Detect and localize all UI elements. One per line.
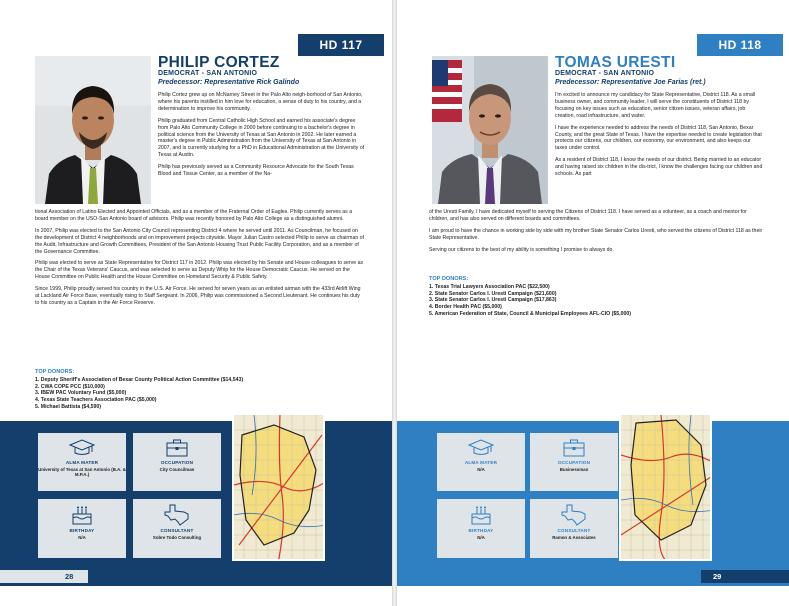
card-label: ALMA MATER	[65, 460, 99, 465]
card-value: N/A	[477, 466, 485, 472]
candidate-photo	[35, 56, 151, 204]
bio-paragraph: I have the experience needed to address the needs of District 118, San Antonio, Bexar County, and the great State of Texas. I have the expertise needed to create legislation that protects our citizens, our children, our economy, our environment, and also keeps our taxes under control.	[555, 124, 762, 152]
donor-item: 1. Texas Trial Lawyers Association PAC ($22,500)	[429, 284, 550, 290]
alma-mater-card	[437, 433, 525, 491]
graduation-cap-icon	[69, 438, 95, 458]
texas-map-icon	[164, 504, 190, 526]
bio-top	[158, 92, 366, 178]
donor-item: 3. IBEW PAC Voluntary Fund ($5,000)	[35, 390, 127, 397]
bio-paragraph: I'm excited to announce my candidacy for State Representative, District 118. As a small business owner, and community leader, I will serve the constituents of District 118 by focusing on key issues such as education, senior citizen issues, veteran affairs, job creation, road infrastructure, and water.	[555, 92, 756, 119]
donors-heading: TOP DONORS:	[35, 369, 75, 375]
occupation-card	[530, 433, 618, 491]
page-hd118	[397, 0, 789, 606]
occupation-card	[133, 433, 221, 491]
bio-paragraph: tional Association of Latino Elected and Appointed Officials, and as a member of the Fraternal Order of Eagles. Philip currently serves as a board member on the USO-San Antonio board of advisors. Philip was recently honored by Palo Alto College as a distinguished alumni.	[35, 209, 353, 222]
bio-paragraph: Philip has previously served as a Community Resource Advocate for the South Texas Blood and Tissue Center, as a member of the Na-	[158, 164, 354, 178]
district-map	[619, 413, 712, 561]
bio-bottom	[35, 209, 365, 312]
bio-paragraph: of the Uresti Family, I have dedicated myself to serving the Citizens of District 118. I have served as a volunteer, as a coach and mentor for children, and has also served on different boards and committees.	[429, 209, 747, 222]
bio-paragraph: Philip graduated from Central Catholic High School and earned his associate's degree from Palo Alto Community College in 2000 before continuing to a bachelor's degree in political science from the University of Texas at San Antonio in 2002. He later earned a master's degree in Public Administration from the University of Texas at San Antonio in 2007, and is currently studying for a PhD in Educational Administration at the University of Texas at Austin.	[158, 117, 365, 159]
bio-top	[555, 92, 763, 178]
bio-bottom	[429, 209, 765, 259]
candidate-party: DEMOCRAT - SAN ANTONIO	[555, 70, 655, 77]
candidate-name: TOMAS URESTI	[555, 54, 676, 71]
card-value: University of Texas at San Antonio (B.A. & M.P.A.)	[38, 466, 126, 477]
card-label: CONSULTANT	[557, 528, 591, 533]
card-label: OCCUPATION	[160, 460, 194, 465]
card-label: OCCUPATION	[557, 460, 591, 465]
district-tab: HD 118	[697, 34, 783, 56]
birthday-card	[437, 499, 525, 558]
consultant-card	[530, 499, 618, 558]
bio-paragraph: Since 1999, Philip proudly served his country in the U.S. Air Force. He served for seven years as an enlisted airman with the 433rd Airlift Wing at Lackland Air Force Base, eventually rising to Staff Sergeant. In 2006, Philip was commissioned a Second Lieutenant. He continues his duty to his country as a Captain in the Air Force Reserve.	[35, 286, 361, 306]
donor-item: 1. Deputy Sheriff's Association of Bexar County Political Action Committee ($14,543)	[35, 377, 244, 383]
card-value: N/A	[78, 534, 86, 540]
donor-item: 2. State Senator Carlos I. Uresti Campaign ($21,600)	[429, 290, 557, 297]
candidate-photo	[432, 56, 548, 204]
card-label: ALMA MATER	[464, 460, 498, 465]
card-value: City Councilman	[159, 466, 195, 472]
bio-paragraph: I am proud to have the chance in working side by side with my brother State Senator Carlos Uresti, who served the citizens of District 118 as their State Representative.	[429, 227, 763, 241]
donors-list	[35, 377, 365, 411]
candidate-predecessor: Predecessor: Representative Rick Galindo	[158, 79, 300, 86]
card-label: BIRTHDAY	[468, 528, 494, 533]
bio-paragraph: Serving our citizens to the best of my ability is something I promise to always do.	[429, 246, 614, 253]
card-value: Ramon & Associates	[552, 534, 596, 540]
alma-mater-card	[38, 433, 126, 491]
donor-item: 5. Michael Battista ($4,590)	[35, 403, 102, 410]
donors-list	[429, 284, 765, 318]
graduation-cap-icon	[468, 438, 494, 458]
card-value: Sobre Todo Consulting	[152, 534, 202, 540]
consultant-card	[133, 499, 221, 558]
page-hd117	[0, 0, 392, 606]
donor-item: 2. CWA COPE PCC ($10,000)	[35, 383, 105, 390]
bio-paragraph: Philip Cortez grew up on McNarney Street in the Palo Alto neigh-borhood of San Antonio, where his parents instilled in him love for education, a sense of duty to his country, and a determination to improve his community.	[158, 92, 363, 112]
card-label: CONSULTANT	[160, 528, 194, 533]
donor-item: 3. State Senator Carlos I. Uresti Campaign ($17,863)	[429, 297, 557, 304]
bio-paragraph: In 2007, Philip was elected to the San Antonio City Council representing District 4 where he served until 2011. As Councilman, he focused on the development of District 4 neighborhoods and on improvement projects citywide. Mayor Julian Castro selected Philip to serve as chairman of the Audit, Infrastructure and Growth Committees, President of the San Antonio Housing Trust Public Facility Corporation, and as a member of the Governance Committee.	[35, 227, 364, 255]
donor-item: 5. American Federation of State, Council & Municipal Employees AFL-CIO ($5,000)	[429, 310, 631, 317]
district-map	[232, 413, 325, 561]
bio-paragraph: Philip was elected to serve as State Representative for District 117 in 2012. Philip was elected by his Senate and House colleagues to serve as the Chair of the Texas Veterans' Caucus, and was selected to serve as Deputy Whip for the House Democratic Caucus. He served on the House Committee on Public Health and the House Committee on Homeland Security & Public Safety.	[35, 260, 364, 281]
district-tab: HD 117	[298, 34, 384, 56]
briefcase-icon	[562, 438, 586, 458]
donors-heading: TOP DONORS:	[429, 276, 469, 282]
birthday-card	[38, 499, 126, 558]
candidate-party: DEMOCRAT - SAN ANTONIO	[158, 70, 258, 77]
page-number: 28	[0, 570, 88, 583]
bio-paragraph: As a resident of District 118, I know the needs of our district. Being married to an educator and having raised six children in the dis-trict, I know the challenges facing our children and schools. As part	[555, 157, 763, 178]
card-value: N/A	[477, 534, 485, 540]
page-number: 29	[701, 570, 789, 583]
candidate-name: PHILIP CORTEZ	[158, 54, 280, 71]
candidate-predecessor: Predecessor: Representative Joe Farias (ret.)	[555, 79, 706, 86]
donor-item: 4. Texas State Teachers Association PAC ($5,000)	[35, 397, 157, 404]
card-value: Businessman	[559, 466, 589, 472]
birthday-cake-icon	[70, 504, 94, 526]
briefcase-icon	[165, 438, 189, 458]
card-label: BIRTHDAY	[69, 528, 95, 533]
donor-item: 4. Border Health PAC ($5,000)	[429, 304, 502, 311]
birthday-cake-icon	[469, 504, 493, 526]
texas-map-icon	[561, 504, 587, 526]
